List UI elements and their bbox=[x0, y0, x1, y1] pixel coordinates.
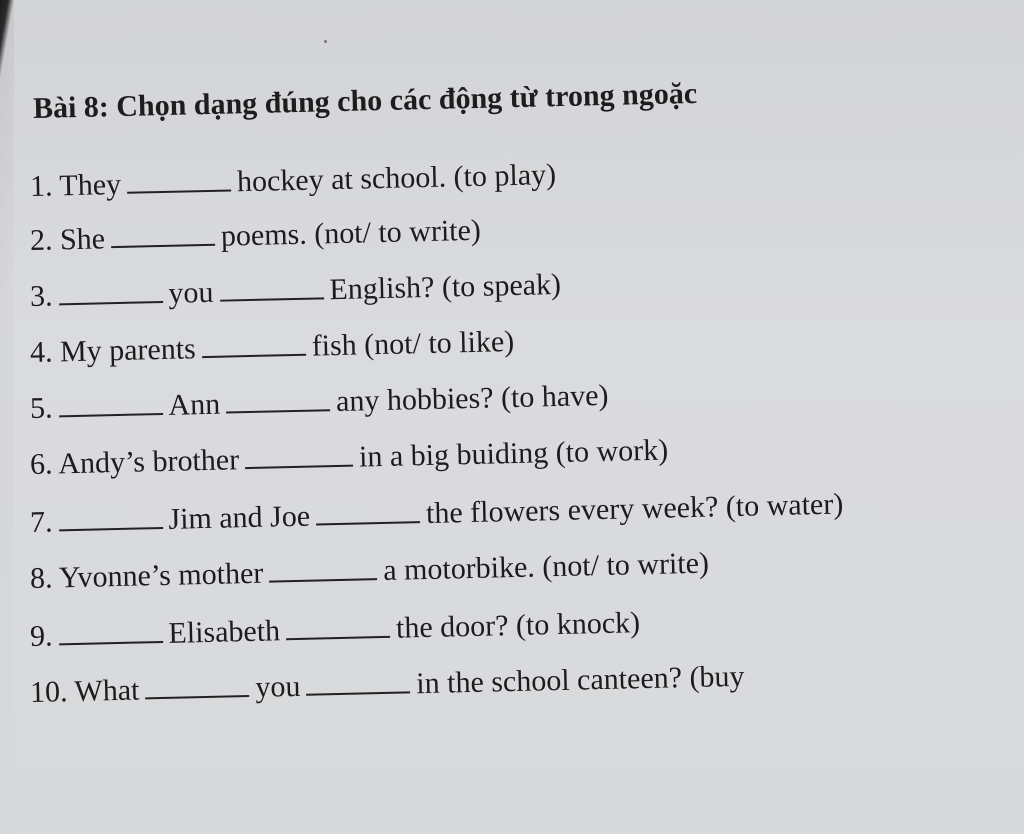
answer-blank[interactable] bbox=[111, 243, 215, 248]
answer-blank[interactable] bbox=[59, 526, 163, 531]
item-text: They bbox=[59, 167, 122, 203]
item-number: 6. bbox=[29, 447, 53, 481]
item-text: you bbox=[168, 275, 214, 310]
item-number: 7. bbox=[29, 505, 53, 539]
answer-blank[interactable] bbox=[59, 300, 163, 305]
answer-blank[interactable] bbox=[269, 577, 377, 582]
item-number: 9. bbox=[29, 619, 53, 653]
item-text: My parents bbox=[59, 332, 197, 369]
item-text: Ann bbox=[168, 387, 221, 422]
answer-blank[interactable] bbox=[245, 464, 353, 469]
item-number: 4. bbox=[29, 335, 53, 369]
item-text: in a big buiding (to work) bbox=[358, 433, 669, 474]
item-text: poems. (not/ to write) bbox=[220, 213, 482, 253]
answer-blank[interactable] bbox=[316, 520, 420, 525]
item-text: you bbox=[254, 669, 301, 704]
item-number: 2. bbox=[29, 223, 53, 257]
item-text: Yvonne’s mother bbox=[58, 556, 264, 595]
item-text: Jim and Joe bbox=[168, 499, 311, 536]
item-text: in the school canteen? (buy bbox=[415, 659, 745, 701]
answer-blank[interactable] bbox=[59, 640, 163, 645]
answer-blank[interactable] bbox=[59, 412, 163, 417]
item-number: 5. bbox=[29, 391, 53, 425]
item-text: fish (not/ to like) bbox=[311, 325, 515, 363]
answer-blank[interactable] bbox=[127, 188, 231, 193]
answer-blank[interactable] bbox=[226, 408, 330, 413]
item-number: 10. bbox=[29, 675, 68, 709]
item-number: 3. bbox=[29, 279, 53, 313]
item-text: Andy’s brother bbox=[57, 443, 240, 481]
item-number: 8. bbox=[29, 561, 53, 595]
item-text: a motorbike. (not/ to write) bbox=[382, 546, 710, 587]
item-text: hockey at school. (to play) bbox=[236, 158, 557, 199]
item-text: What bbox=[74, 673, 140, 708]
answer-blank[interactable] bbox=[307, 690, 411, 695]
item-number: 1. bbox=[29, 169, 53, 203]
item-text: the flowers every week? (to water) bbox=[425, 487, 844, 531]
exercise-title: Bài 8: Chọn dạng đúng cho các động từ trong ngoặc bbox=[32, 76, 698, 125]
paper-speck bbox=[324, 40, 327, 43]
item-text: English? (to speak) bbox=[329, 267, 562, 307]
answer-blank[interactable] bbox=[202, 353, 306, 358]
answer-blank[interactable] bbox=[146, 694, 250, 699]
item-text: She bbox=[59, 222, 106, 257]
item-text: Elisabeth bbox=[168, 614, 281, 650]
answer-blank[interactable] bbox=[220, 296, 324, 301]
answer-blank[interactable] bbox=[286, 635, 390, 640]
item-text: any hobbies? (to have) bbox=[335, 378, 609, 419]
item-text: the door? (to knock) bbox=[395, 606, 641, 645]
